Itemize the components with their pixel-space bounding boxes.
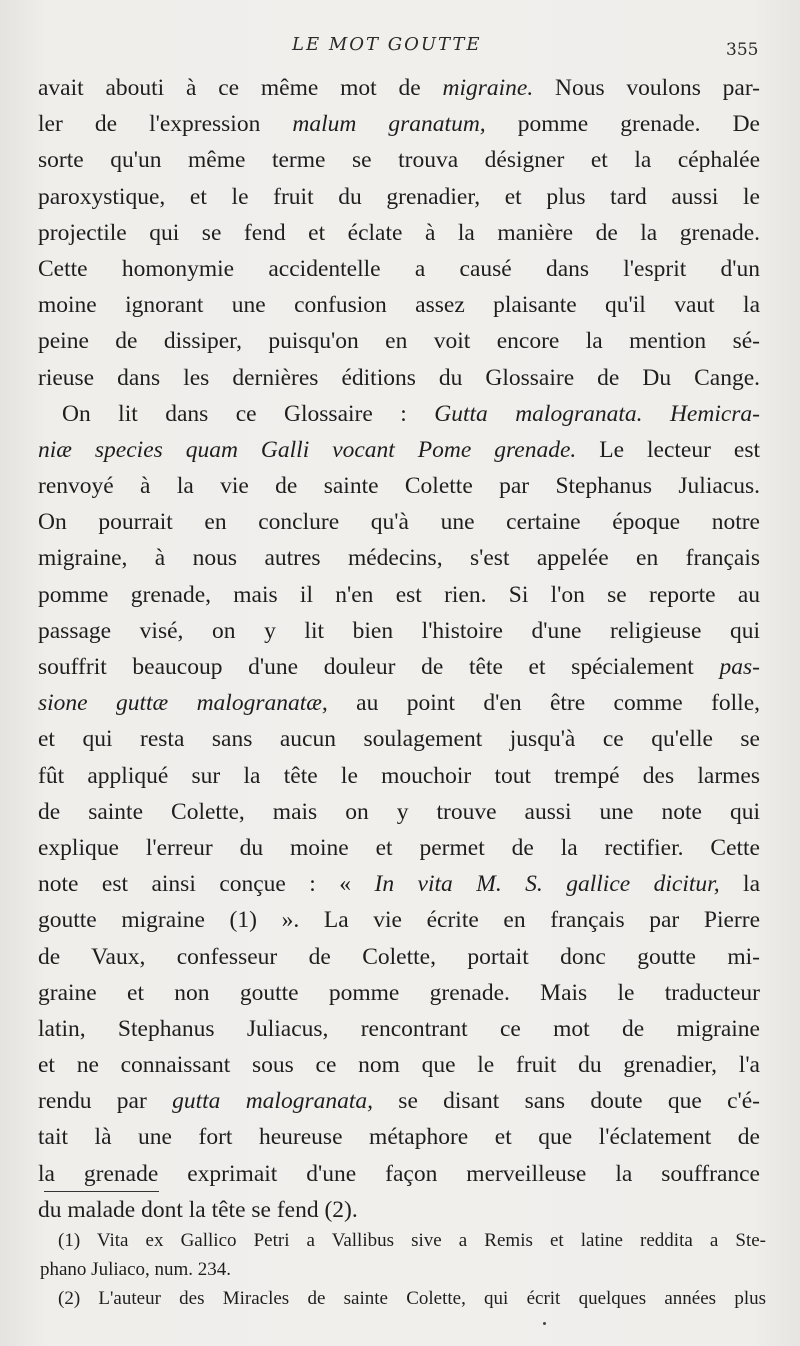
body-text <box>38 70 760 1228</box>
text-line: renvoyé à la vie de sainte Colette par Stephanus Juliacus. <box>38 473 760 500</box>
page-speck <box>543 1322 546 1325</box>
text-line: sorte qu'un même terme se trouva désigner et la céphalée <box>38 147 760 174</box>
text-line: rendu par gutta malogranata, se disant sans doute que c'é- <box>38 1088 760 1115</box>
text-line: tait là une fort heureuse métaphore et que l'éclatement de <box>38 1124 760 1151</box>
text-line: explique l'erreur du moine et permet de la rectifier. Cette <box>38 834 760 861</box>
footnotes <box>40 1226 766 1313</box>
text-line: passage visé, on y lit bien l'histoire d'une religieuse qui <box>38 617 760 644</box>
text-line: ler de l'expression malum granatum, pomme grenade. De <box>38 111 760 138</box>
text-line: fût appliqué sur la tête le mouchoir tout trempé des larmes <box>38 762 760 789</box>
text-line: On pourrait en conclure qu'à une certaine époque notre <box>38 509 760 536</box>
text-line: moine ignorant une confusion assez plaisante qu'il vaut la <box>38 292 760 319</box>
text-line: note est ainsi conçue : « In vita M. S. gallice dicitur, la <box>38 871 760 898</box>
text-line: souffrit beaucoup d'une douleur de tête et spécialement pas- <box>38 654 760 680</box>
running-title: LE MOT GOUTTE <box>292 34 482 55</box>
running-head <box>0 34 800 60</box>
footnote-2: (2) L'auteur des Miracles de sainte Colette, qui écrit quelques années plus <box>58 1288 766 1309</box>
text-line: Cette homonymie accidentelle a causé dans l'esprit d'un <box>38 255 760 282</box>
text-line: la grenade exprimait d'une façon merveilleuse la souffrance <box>38 1160 760 1187</box>
text-line: graine et non goutte pomme grenade. Mais le traducteur <box>38 979 760 1006</box>
text-line: paroxystique, et le fruit du grenadier, et plus tard aussi le <box>38 183 760 210</box>
text-line: On lit dans ce Glossaire : Gutta malogranata. Hemicra- <box>62 400 760 427</box>
text-line: de sainte Colette, mais on y trouve aussi une note qui <box>38 798 760 825</box>
page-number: 355 <box>726 40 759 60</box>
text-line: avait abouti à ce même mot de migraine. Nous voulons par- <box>38 75 760 101</box>
footnote-1: (1) Vita ex Gallico Petri a Vallibus sive a Remis et latine reddita a Ste- <box>58 1230 766 1251</box>
text-line: goutte migraine (1) ». La vie écrite en français par Pierre <box>38 907 760 934</box>
text-line: migraine, à nous autres médecins, s'est appelée en français <box>38 545 760 572</box>
text-line: pomme grenade, mais il n'en est rien. Si l'on se reporte au <box>38 581 760 608</box>
text-line: et ne connaissant sous ce nom que le fruit du grenadier, l'a <box>38 1052 760 1079</box>
text-line: sione guttæ malogranatæ, au point d'en être comme folle, <box>38 690 760 717</box>
text-line: et qui resta sans aucun soulagement jusqu'à ce qu'elle se <box>38 726 760 753</box>
text-line: projectile qui se fend et éclate à la manière de la grenade. <box>38 219 760 246</box>
text-line: peine de dissiper, puisqu'on en voit encore la mention sé- <box>38 328 760 355</box>
text-line: niæ species quam Galli vocant Pome grenade. Le lecteur est <box>38 436 760 463</box>
footnote-1-continued: phano Juliaco, num. 234. <box>40 1259 232 1280</box>
footnote-rule <box>44 1191 159 1192</box>
text-line: latin, Stephanus Juliacus, rencontrant ce mot de migraine <box>38 1015 760 1042</box>
text-line: de Vaux, confesseur de Colette, portait donc goutte mi- <box>38 943 760 970</box>
text-line: rieuse dans les dernières éditions du Glossaire de Du Cange. <box>38 364 760 391</box>
text-line: du malade dont la tête se fend (2). <box>38 1196 358 1223</box>
